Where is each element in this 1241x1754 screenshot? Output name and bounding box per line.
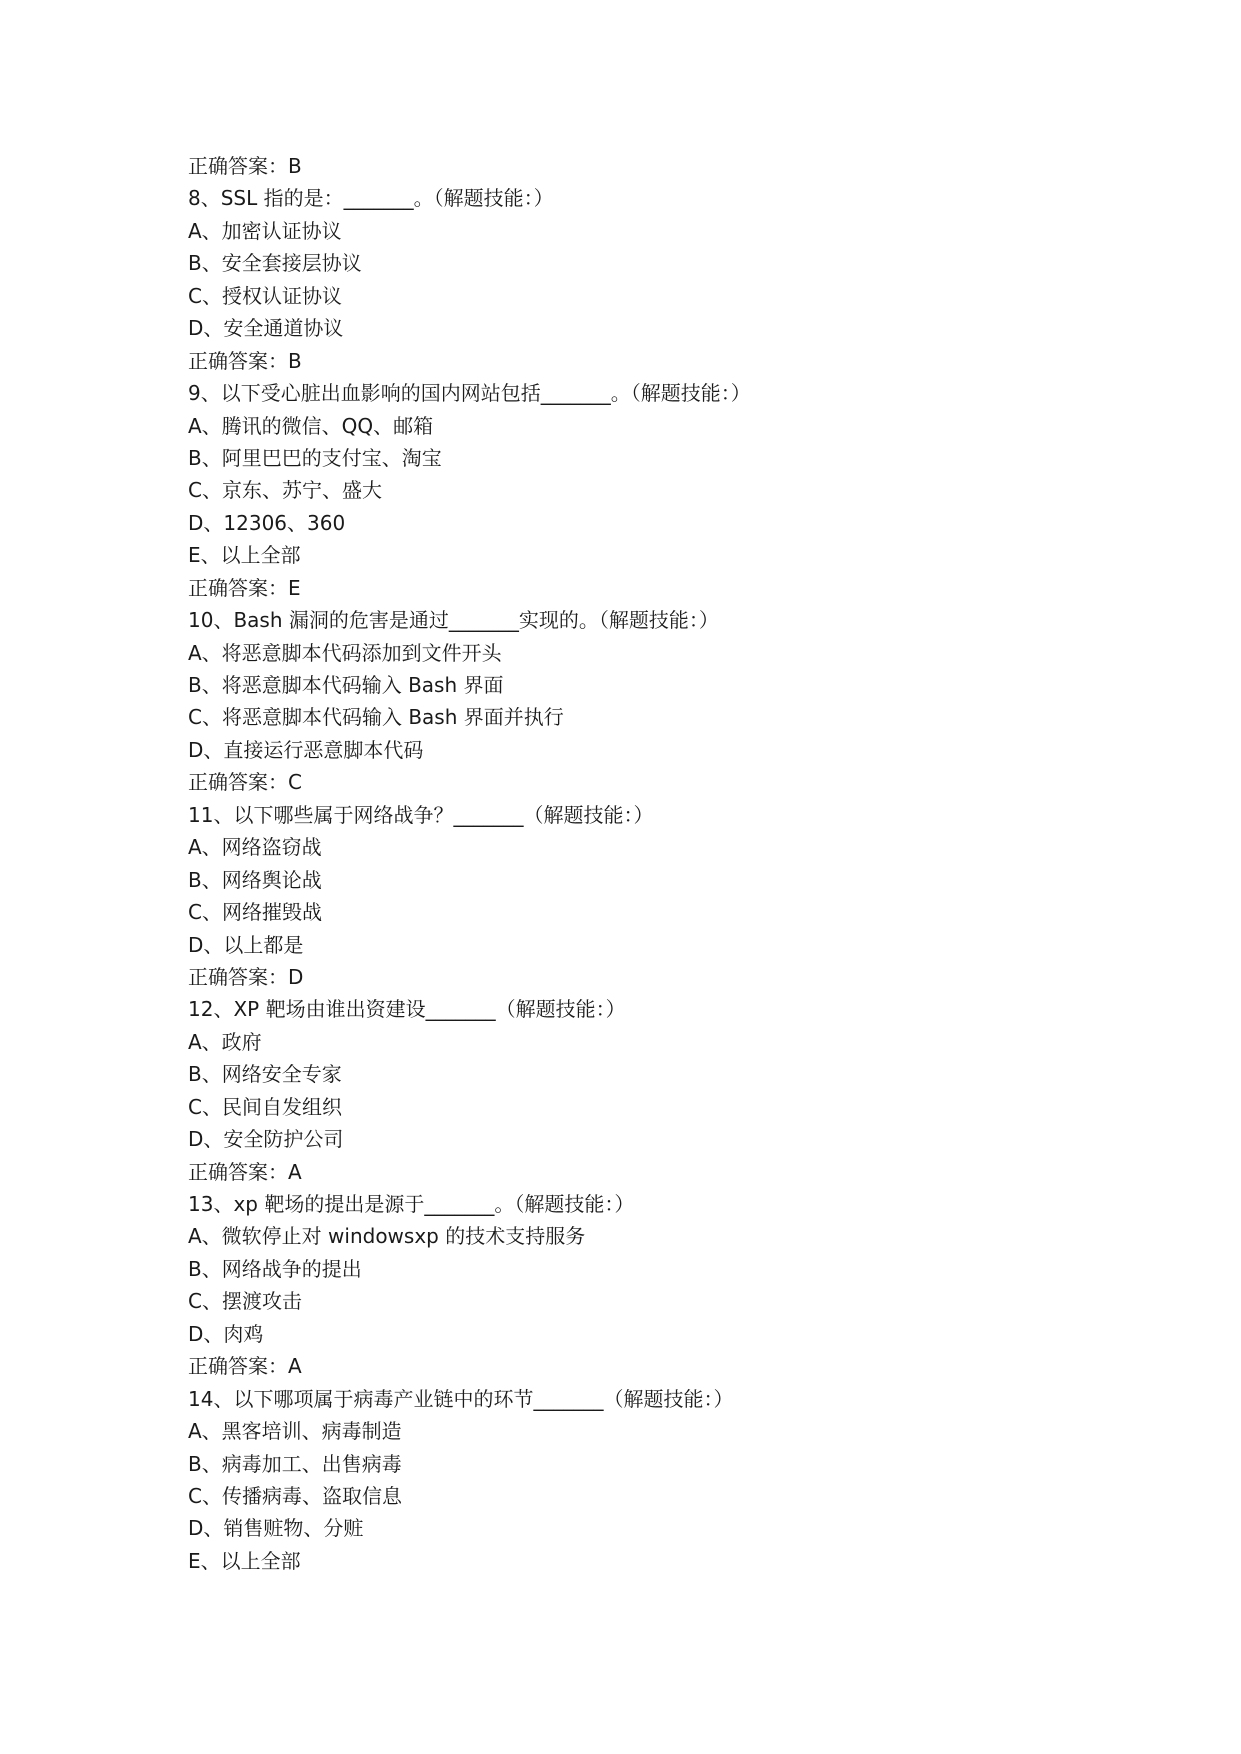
option-c: C、网络摧毁战 [188,900,322,925]
option-c: C、京东、苏宁、盛大 [188,478,382,503]
option-b: B、将恶意脚本代码输入 Bash 界面 [188,673,504,697]
option-e: E、以上全部 [188,1548,301,1573]
question-13: 13、xp 靶场的提出是源于_______。（解题技能：） [188,1192,635,1216]
option-d: D、肉鸡 [188,1321,264,1346]
option-a: A、将恶意脚本代码添加到文件开头 [188,640,502,665]
option-b: B、安全套接层协议 [188,251,362,276]
answer-line: 正确答案：A [188,1354,302,1379]
option-b: B、网络舆论战 [188,867,322,892]
option-c: C、将恶意脚本代码输入 Bash 界面并执行 [188,705,564,730]
answer-line: 正确答案：B [188,348,302,373]
question-9: 9、以下受心脏出血影响的国内网站包括_______。（解题技能：） [188,381,751,406]
option-d: D、安全通道协议 [188,316,344,341]
answer-line: 正确答案：D [188,964,304,989]
option-d: D、销售赃物、分赃 [188,1516,364,1541]
option-a: A、加密认证协议 [188,218,342,243]
question-10: 10、Bash 漏洞的危害是通过_______实现的。（解题技能：） [188,608,719,633]
option-d: D、直接运行恶意脚本代码 [188,737,424,762]
document-body [188,150,1108,1577]
option-c: C、授权认证协议 [188,283,342,308]
option-b: B、病毒加工、出售病毒 [188,1451,402,1476]
option-c: C、摆渡攻击 [188,1289,302,1314]
option-b: B、网络安全专家 [188,1062,342,1087]
option-a: A、网络盗窃战 [188,835,322,860]
option-a: A、腾讯的微信、QQ、邮箱 [188,413,434,438]
answer-line: 正确答案：B [188,154,302,178]
option-d: D、安全防护公司 [188,1127,344,1152]
answer-line: 正确答案：A [188,1159,302,1184]
option-e: E、以上全部 [188,543,301,568]
answer-line: 正确答案：E [188,575,301,600]
option-b: B、阿里巴巴的支付宝、淘宝 [188,445,442,470]
option-d: D、以上都是 [188,932,304,957]
question-14: 14、以下哪项属于病毒产业链中的环节_______（解题技能：） [188,1386,734,1411]
question-12: 12、XP 靶场由谁出资建设_______（解题技能：） [188,997,626,1022]
question-11: 11、以下哪些属于网络战争？_______（解题技能：） [188,802,654,827]
option-c: C、传播病毒、盗取信息 [188,1483,402,1508]
option-a: A、黑客培训、病毒制造 [188,1419,402,1444]
answer-line: 正确答案：C [188,770,302,795]
option-b: B、网络战争的提出 [188,1256,362,1281]
question-8: 8、SSL 指的是：_______。（解题技能：） [188,186,554,211]
option-d: D、12306、360 [188,510,346,535]
option-a: A、微软停止对 windowsxp 的技术支持服务 [188,1224,586,1249]
option-c: C、民间自发组织 [188,1094,342,1119]
option-a: A、政府 [188,1029,262,1054]
